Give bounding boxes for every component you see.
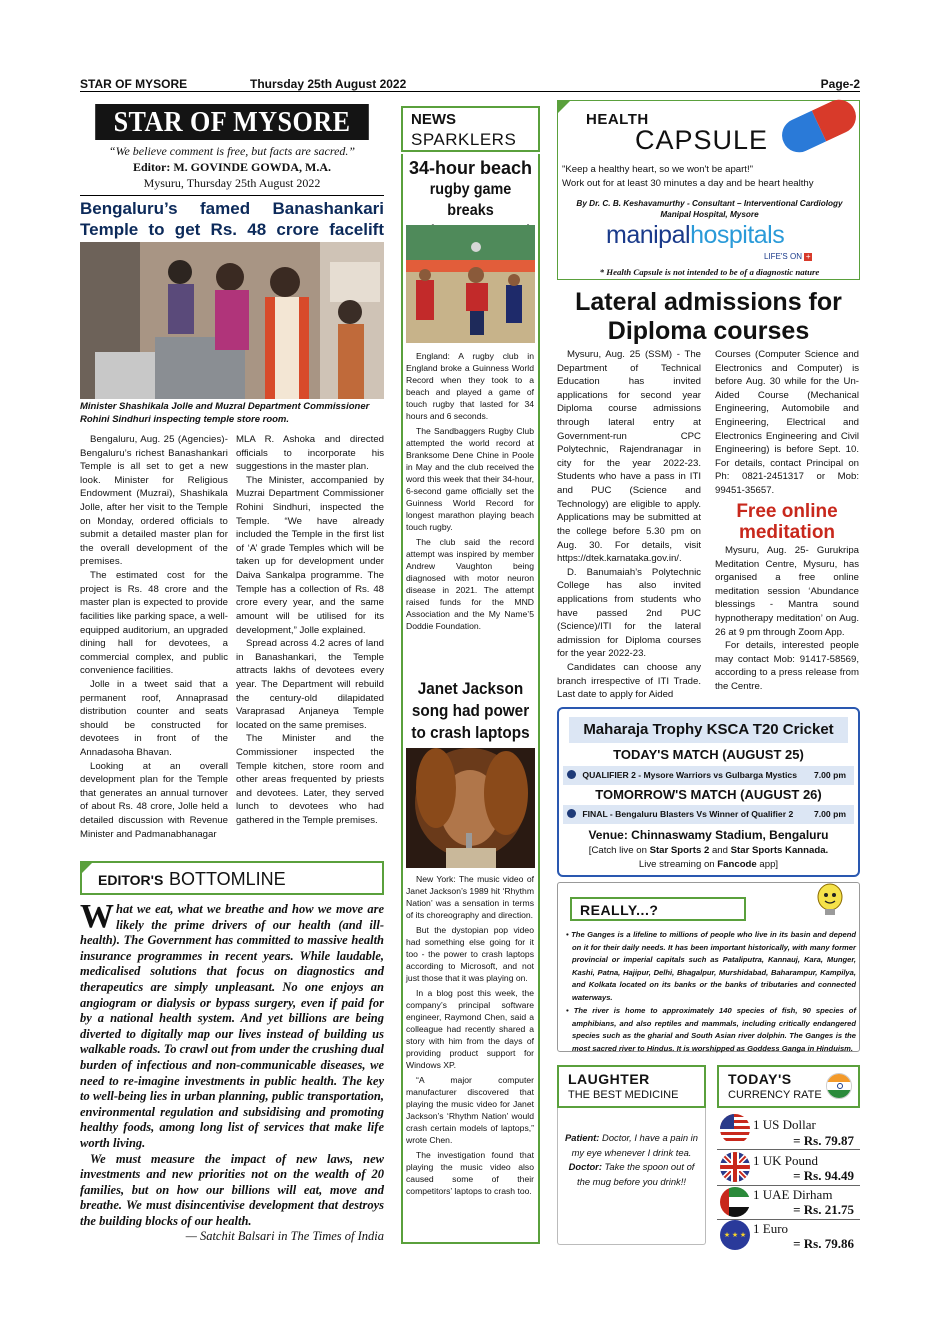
rate-value: = Rs. 21.75 xyxy=(793,1202,854,1217)
dateline: Mysuru, Thursday 25th August 2022 xyxy=(143,176,321,190)
sparkler-paragraph: But the dystopian pop video had something else going for it too - the power to crash laptops according to Microsoft, and not just those that it was playing on. xyxy=(406,925,534,983)
capsule-icon xyxy=(776,94,861,158)
rate-row xyxy=(717,1150,860,1186)
sparkler-headline-line: 34-hour beach xyxy=(408,158,533,178)
editorial-masthead xyxy=(80,104,384,191)
motto: “We believe comment is free, but facts are sacred.” xyxy=(108,144,356,158)
meditation-headline-1: Free online xyxy=(736,501,838,522)
rates-label-box xyxy=(717,1065,860,1108)
sparkler-headline-line: to crash laptops xyxy=(411,723,530,742)
sparkler-story-2-headline xyxy=(404,678,537,744)
health-byline-2: Manipal Hospital, Mysore xyxy=(660,210,759,219)
really-item-text: The river is home to approximately 140 species of fish, 90 species of amphibians, and also reptiles and mammals, including critically endangered species such as the gharial and South Asian river dolphin. The Ganges is the most sacred river to Hindus. It is worshipped as Goddess Ganga in Hinduism. xyxy=(572,1006,856,1053)
lead-paragraph: Looking at an overall development plan for the Temple that generates an annual turnover of about Rs. 48 crore, Jolle held a detailed discussion with Revenue Minister and Padmanabhanagar xyxy=(80,760,228,840)
laughter-line-2 xyxy=(565,1160,698,1189)
broadcast-channel: Star Sports 2 xyxy=(649,845,710,856)
uk-flag-icon xyxy=(720,1152,750,1182)
manipal-logo-a: manipal xyxy=(606,221,691,249)
laughter-line-1 xyxy=(565,1131,698,1160)
health-label-top: HEALTH xyxy=(586,111,649,128)
sparkler-paragraph: England: A rugby club in England broke a Guinness World Record when they took to a beach and played a game of touch rugby that lasted for 34 hours and 6 seconds. xyxy=(406,351,534,421)
manipal-tagline xyxy=(764,251,812,262)
bottomline-credit: — Satchit Balsari in The Times of India xyxy=(185,1229,384,1244)
lead-headline-1: Bengaluru’s famed Banashankari xyxy=(80,199,384,218)
cricket-title: Maharaja Trophy KSCA T20 Cricket xyxy=(569,717,848,743)
sparkler-headline-line: rugby game breaks xyxy=(429,181,512,219)
bottomline-label-bold: EDITOR'S xyxy=(98,872,164,888)
lead-paragraph: Bengaluru, Aug. 25 (Agencies)- Bengaluru’s richest Banashankari Temple is all set to get a new look. Minister for Religious Endowment (Muzrai), Shashikala Jolle, after her visit to the Temple on Monday, ordered officials to submit a detailed master plan for the overall development of the premises. xyxy=(80,434,228,568)
page-header xyxy=(80,76,860,92)
lead-paragraph: The Minister and the Commissioner inspected the Temple kitchen, store room and other areas frequented by priests and devotees. Later, they served lunch to devotees who had gathered in the Temple premises. xyxy=(236,733,384,827)
page-number: Page-2 xyxy=(820,77,860,91)
laughter-label-bottom: THE BEST MEDICINE xyxy=(568,1089,679,1101)
bottomline-body xyxy=(80,898,384,1245)
rates-label-top: TODAY'S xyxy=(728,1071,792,1087)
sparkler-headline-line: Janet Jackson xyxy=(417,679,524,698)
rugby-photo xyxy=(406,225,535,343)
match-2-label: FINAL - Bengaluru Blasters Vs Winner of Qualifier 2 xyxy=(582,809,794,819)
today-heading: TODAY'S MATCH (AUGUST 25) xyxy=(613,747,804,762)
sparkler-paragraph: In a blog post this week, the company’s principal software engineer, Raymond Chen, said a colleague had recently shared a story with him from the days of providing product support for Windows XP. xyxy=(406,988,534,1070)
health-byline: By Dr. C. B. Keshavamurthy - Consultant – Interventional Cardiology xyxy=(576,199,843,208)
meditation-paragraph: For details, interested people may contact Mob: 91417-58569, according to a press release from the Centre. xyxy=(715,640,859,693)
really-item: • The river is home to approximately 140 species of fish, 90 species of amphibians, and also reptiles and mammals, including critically endangered species such as the gharial and South Asian river dolphin. The Ganges is the most sacred river to Hindus. It is worshipped as Goddess Ganga in Hinduism. xyxy=(566,1006,856,1053)
lead-paragraph: The estimated cost for the project is Rs. 48 crore and the master plan is expected to provide facilities like parking space, a well-equipped auditorium, an upgraded dining hall for devotees, a commercial complex, and public convenience facilities. xyxy=(80,570,228,677)
cricket-box xyxy=(557,707,860,877)
meditation-paragraph: Mysuru, Aug. 25- Gurukripa Meditation Centre, Mysuru, has organised a free online meditation session ‘Abundance blessings - Mantra sound hypnotherapy meditation’ on Aug. 26 at 9 pm through Zoom App. xyxy=(715,545,859,638)
diploma-headline-1: Lateral admissions for xyxy=(575,288,842,316)
sparklers-label-top: NEWS xyxy=(411,111,456,128)
sparkler-paragraph: The club said the record attempt was inspired by member Andrew Vaughton being diagnosed with motor neuron disease in 2021. The attempt raised funds for the MND Association and the My Name’5 Doddie Foundation. xyxy=(406,537,534,631)
broadcast-text: [Catch live on xyxy=(588,845,650,856)
manipal-logo xyxy=(606,220,784,250)
bullet-icon xyxy=(567,770,576,779)
manipal-logo-b: hospitals xyxy=(690,221,785,249)
singer-photo xyxy=(406,748,535,868)
really-list xyxy=(564,929,856,1055)
arrow-icon xyxy=(80,861,94,875)
lead-headline-2: Temple to get Rs. 48 crore facelift xyxy=(80,220,384,239)
rate-row xyxy=(717,1186,860,1220)
match-1-label: QUALIFIER 2 - Mysore Warriors vs Gulbarga Mystics xyxy=(582,770,797,780)
health-label-bottom: CAPSULE xyxy=(635,125,769,155)
sparkler-paragraph: The investigation found that playing the music video also caused some of their competitors’ laptops to crash too. xyxy=(406,1150,534,1196)
cricket-venue: Venue: Chinnaswamy Stadium, Bengaluru xyxy=(588,828,829,842)
rate-value: = Rs. 79.86 xyxy=(793,1236,854,1251)
tomorrow-heading: TOMORROW'S MATCH (AUGUST 26) xyxy=(595,787,822,802)
rate-name: 1 UK Pound xyxy=(753,1153,819,1168)
really-box xyxy=(557,882,860,1052)
laughter-joke xyxy=(565,1131,698,1189)
streaming-text: Live streaming on xyxy=(638,859,718,870)
rate-name: 1 Euro xyxy=(753,1221,789,1236)
diploma-paragraph: Candidates can choose any branch irrespective of ITI Trade. Last date to apply for Aided xyxy=(557,662,701,701)
bullet-icon xyxy=(567,809,576,818)
diploma-column-1 xyxy=(557,348,701,702)
match-row-1 xyxy=(563,766,854,785)
speaker-label: Doctor: xyxy=(568,1161,602,1172)
lead-paragraph: Jolle in a tweet said that a permanent roof, Annaprasad distribution counter and seats should be constructed for devotees in front of the Annadasoha Bhavan. xyxy=(80,678,228,759)
uae-flag-icon xyxy=(720,1187,750,1217)
plus-icon: + xyxy=(805,252,811,261)
bottomline-label-light: BOTTOMLINE xyxy=(168,869,286,889)
streaming-text: app] xyxy=(756,859,779,870)
rate-value: = Rs. 94.49 xyxy=(793,1168,854,1183)
bottomline-label xyxy=(80,861,384,895)
match-row-2 xyxy=(563,805,854,824)
rate-value: = Rs. 79.87 xyxy=(793,1133,854,1148)
sparklers-label-bottom: SPARKLERS xyxy=(411,130,517,149)
sparkler-paragraph: New York: The music video of Janet Jackson’s 1989 hit ‘Rhythm Nation’ was a sensation in terms of its choreography and direction. xyxy=(406,874,534,920)
sparkler-paragraph: The Sandbaggers Rugby Club attempted the world record at Branksome Dene Chine in Poole in May and the club received the word this week that their 34-hour, 6-second game officially set the Guinness World Record for longest marathon playing beach touch rugby. xyxy=(406,426,534,532)
really-label-box xyxy=(570,897,746,921)
sparkler-headline-line: song had power xyxy=(411,701,530,720)
arrow-icon xyxy=(557,100,571,114)
rate-row xyxy=(717,1220,860,1252)
health-tip-2: Work out for at least 30 minutes a day and be heart healthy xyxy=(562,178,814,189)
sparkler-story-2-body xyxy=(406,873,534,1197)
diploma-paragraph: D. Banumaiah’s Polytechnic College has also invited applications from students who have passed 2nd PUC (Science)/ITI for the lateral admission for Diploma courses for the year 2022-23. xyxy=(557,566,701,660)
sparkler-paragraph: “A major computer manufacturer discovered that playing the music video for Janet Jackson’s ‘Rhythm Nation’ would crash certain models of laptops,” wrote Chen. xyxy=(406,1075,534,1145)
euro-flag-icon: ★ ★ ★ xyxy=(720,1220,750,1250)
broadcast-text: and xyxy=(709,845,731,856)
sparklers-label xyxy=(401,106,540,152)
lead-paragraph: MLA R. Ashoka and directed officials to incorporate his suggestions in the master plan. xyxy=(236,434,384,473)
india-flag-icon xyxy=(826,1073,852,1099)
laughter-label-box xyxy=(557,1065,706,1108)
health-tip-1: "Keep a healthy heart, so we won't be apart!" xyxy=(562,164,754,175)
manipal-tagline-text: LIFE'S ON xyxy=(764,252,802,261)
lead-column-1 xyxy=(80,433,228,841)
issue-date: Thursday 25th August 2022 xyxy=(250,77,407,91)
bulb-icon xyxy=(813,883,847,921)
rate-row xyxy=(717,1110,860,1150)
diploma-paragraph: Courses (Computer Science and Electronics and Computer) is before Aug. 30 while for the Un-Aided Course (Mechanical Engineering, Automobile and Engineering, Electrical and Electronics Engineering and Civil Engineering) is before Sept. 10. For details, contact Principal on Ph: 0821-2451317 or Mob: 99451-35657. xyxy=(715,349,859,497)
meditation-body xyxy=(715,544,859,694)
rate-name: 1 US Dollar xyxy=(753,1117,816,1132)
streaming-app: Fancode xyxy=(717,859,757,870)
bottomline-paragraph: We must measure the impact of new laws, new investments and new priorities not on the wealth of 20 families, but on how our billions will eat, move and breathe. We must disincentivise development that destroys the building blocks of our health. xyxy=(80,1151,384,1228)
speaker-label: Patient: xyxy=(565,1132,600,1143)
lead-paragraph: Spread across 4.2 acres of land in Banashankari, the Temple attracts lakhs of devotees every year. The Department will rebuild the century-old dilapidated Varaprasad Anjaneya Temple located on the same premises. xyxy=(236,638,384,731)
health-capsule-box xyxy=(557,100,860,280)
match-2-time: 7.00 pm xyxy=(813,809,846,819)
broadcast-channel: Star Sports Kannada. xyxy=(730,845,829,856)
meditation-headline-2: meditation xyxy=(738,522,836,543)
bottomline-text: hat we eat, what we breathe and how we move are likely the prime drivers of our health (and ill-health). The Government has committed to massive health insurance programmes in recent years. While laudable, medicalised solutions that focus on diagnostics and therapeutics are simply unpleasant. No one enjoys an angiogram or dialysis or bypass surgery, even if paid for by a national health system. And yet billions are being diverted to digitally map our lives instead of building us walkable roads. To crawl out from under the crushing dual burden of infectious and non-communicable diseases, we need to re-imagine investments in public health. The key to well-being lies in urban planning, public transportation, environmental regulation and subsidising and promoting healthy foods, among long list of services that make life worth living. xyxy=(80,902,384,1150)
cricket-streaming xyxy=(559,858,858,872)
lead-column-2 xyxy=(236,433,384,828)
joke-text: Doctor, I have a pain in my eye whenever I drink tea. xyxy=(571,1132,698,1158)
rate-name: 1 UAE Dirham xyxy=(753,1187,833,1202)
health-disclaimer: * Health Capsule is not intended to be of a diagnostic nature xyxy=(599,267,820,277)
photo-caption: Minister Shashikala Jolle and Muzral Department Commissioner Rohini Sindhuri inspecting temple store room. xyxy=(80,401,370,425)
lead-photo xyxy=(80,242,384,399)
diploma-headline-2: Diploma courses xyxy=(607,317,810,345)
lead-story xyxy=(80,198,384,240)
paper-name: STAR OF MYSORE xyxy=(80,77,188,91)
rates-label-bottom: CURRENCY RATE xyxy=(728,1089,822,1101)
laughter-label-top: LAUGHTER xyxy=(568,1071,650,1087)
match-1-time: 7.00 pm xyxy=(813,770,846,780)
cricket-broadcast xyxy=(559,844,858,858)
diploma-headline xyxy=(557,288,860,346)
bottomline-paragraph xyxy=(80,898,384,1152)
drop-cap: W xyxy=(80,898,114,935)
diploma-paragraph: Mysuru, Aug. 25 (SSM) - The Department of Technical Education has invited applications for second year Diploma course admissions through lateral entry at Government-run CPC Polytechnic, Rajendranagar in city for the year 2022-23. Students who have a pass in ITI and PUC (Science and Technology) are eligible to apply. Applications may be submitted at the college before 5.30 pm on Aug. 30. For details, visit https://dtek.karnataka.gov.in/. xyxy=(557,349,701,565)
lead-paragraph: The Minister, accompanied by Muzrai Department Commissioner Rohini Sindhuri, inspected the Temple. “We have already included the Temple in the first list of ‘A’ grade Temples which will be taken up for development under Daiva Sankalpa programme. The Temple has a collection of Rs. 48 crore every year, and the same amount will be utilised for its development,” Jolle explained. xyxy=(236,474,384,636)
sparkler-story-1-body xyxy=(406,350,534,632)
really-label: REALLY...? xyxy=(580,902,659,918)
joke-text: Take the spoon out of the mug before you drink!! xyxy=(577,1161,695,1187)
really-item-text: The Ganges is a lifeline to millions of people who live in its basin and depend on it for their daily needs. It has been important historically, with many former provincial or imperial capitals such as Pataliputra, Kannauj, Kara, Munger, Kashi, Patna, Hajipur, Delhi, Bhagalpur, Murshidabad, Baharampur, Kampilya, and Kolkata located on its banks or the banks of tributaries and connected waterways. xyxy=(571,930,856,1002)
meditation-headline xyxy=(715,501,859,543)
diploma-column-2 xyxy=(715,348,859,498)
paper-logo: STAR OF MYSORE xyxy=(95,104,369,140)
usa-flag-icon xyxy=(720,1114,750,1144)
editor-line: Editor: M. GOVINDE GOWDA, M.A. xyxy=(133,160,331,174)
really-item: • The Ganges is a lifeline to millions of people who live in its basin and depend on it for their daily needs. It has been important historically, with many former provincial or imperial capitals such as Pataliputra, Kannauj, Kara, Munger, Kashi, Patna, Hajipur, Delhi, Bhagalpur, Murshidabad, Baharampur, Kampilya, and Kolkata located on its banks or the banks of tributaries and connected waterways. xyxy=(566,930,856,1002)
